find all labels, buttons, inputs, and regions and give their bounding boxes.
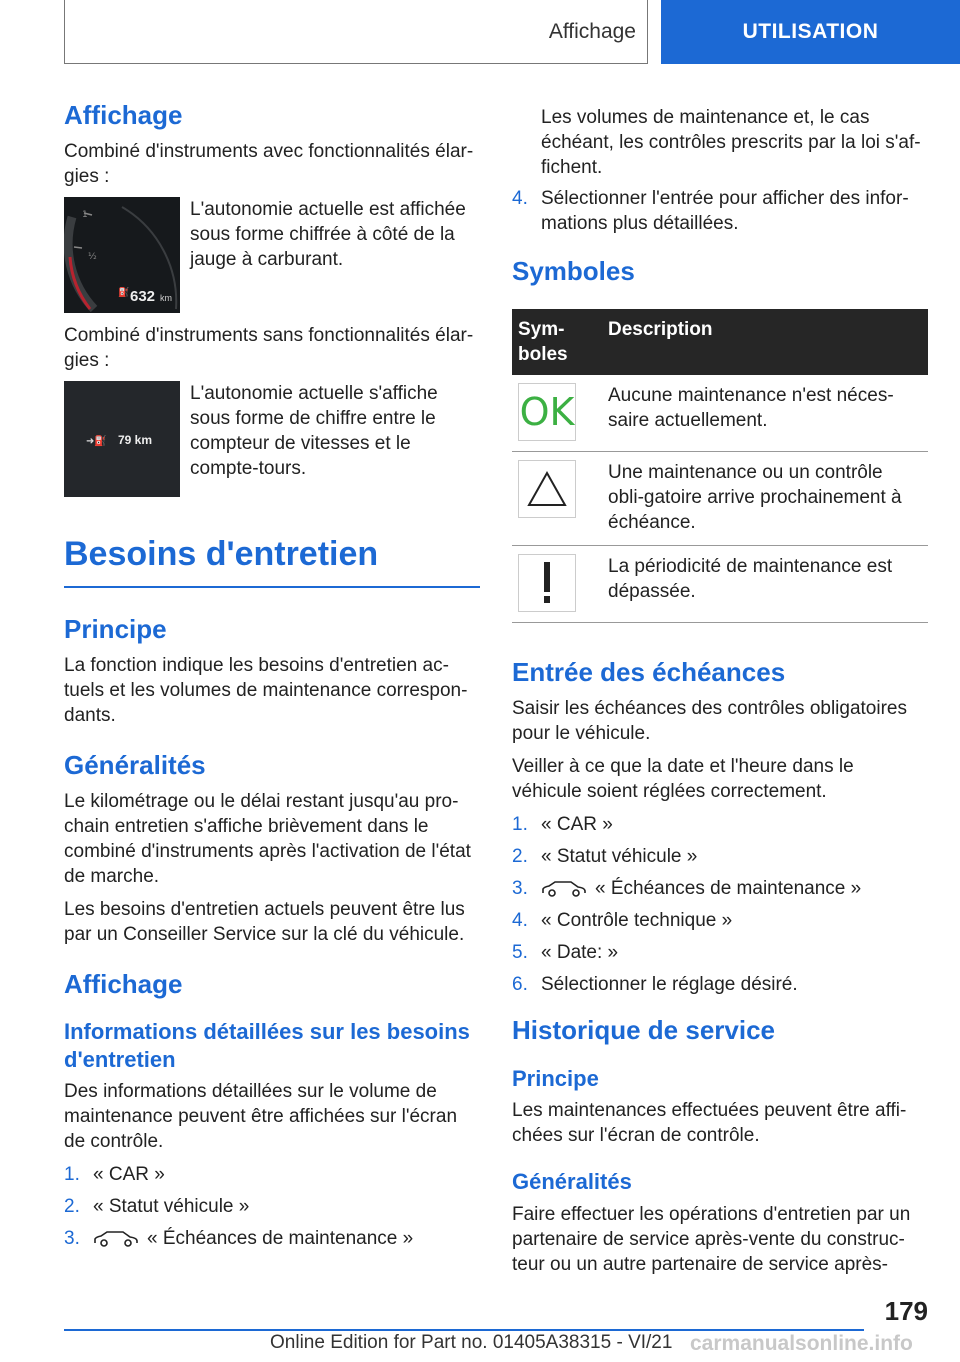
- range-display-image: [64, 381, 180, 497]
- list-item: 1. « CAR »: [64, 1164, 165, 1186]
- historique-principe-text: Les maintenances effectuées peuvent être affi-chées sur l'écran de contrôle.: [512, 1100, 907, 1147]
- car-icon: [93, 1230, 139, 1248]
- col-description-header: Description: [602, 309, 928, 375]
- list-item: 4. « Contrôle technique »: [512, 910, 733, 932]
- besoins-heading: Besoins d'entretien: [64, 533, 480, 588]
- range-value: 632: [130, 288, 156, 306]
- footer-divider: [64, 1329, 864, 1331]
- gauge-tick-half: ½: [88, 252, 97, 263]
- fuel-pump-icon: ➜⛽: [86, 436, 107, 448]
- list-item: 6. Sélectionner le réglage désiré.: [512, 974, 798, 996]
- list-item: 2. « Statut véhicule »: [64, 1196, 250, 1218]
- svg-text:⛽: ⛽: [118, 288, 130, 299]
- range-unit: km: [160, 293, 172, 304]
- combi1-figure: [64, 197, 480, 313]
- combi1-text: L'autonomie actuelle est affichée sous forme chiffrée à côté de la jauge à carburant.: [190, 199, 466, 271]
- page-number: 179: [884, 1296, 928, 1326]
- gauge-tick-1: 1: [82, 210, 88, 221]
- right-column: [512, 105, 928, 1285]
- list-item: 3. « Échéances de maintenance »: [512, 878, 862, 900]
- range-value-small: 79 km: [118, 433, 153, 448]
- principe-text: La fonction indique les besoins d'entretien ac-tuels et les volumes de maintenance correspon-dants.: [64, 654, 468, 726]
- symbols-table: [512, 309, 928, 623]
- left-steps-list: [64, 1162, 480, 1251]
- ok-icon: OK: [518, 383, 576, 441]
- footer-edition: Online Edition for Part no. 01405A38315 - VI/21: [270, 1332, 673, 1353]
- continued-text: Les volumes de maintenance et, le cas échéant, les contrôles prescrits par la loi s'af-fichent.: [541, 107, 921, 178]
- infos-text: Des informations détaillées sur le volume de maintenance peuvent être affichées sur l'écran de contrôle.: [64, 1081, 458, 1153]
- list-item: 5. « Date: »: [512, 942, 619, 964]
- generalites-text-2: Les besoins d'entretien actuels peuvent être lus par un Conseiller Service sur la clé du véhicule.: [64, 899, 465, 946]
- entree-heading: Entrée des échéances: [512, 657, 786, 688]
- table-row: Une maintenance ou un contrôle obli-gatoire arrive prochainement à échéance.: [512, 452, 928, 546]
- list-item: 3. « Échéances de maintenance »: [64, 1228, 414, 1250]
- col-symbol-header: Sym-boles: [512, 309, 602, 375]
- fuel-gauge-image: [64, 197, 180, 313]
- left-column: [64, 100, 480, 1259]
- affichage-heading: Affichage: [64, 100, 183, 130]
- right-step4: [512, 186, 928, 236]
- table-row: OK Aucune maintenance n'est néces-saire actuellement.: [512, 375, 928, 452]
- infos-heading: Informations détaillées sur les besoins d'entretien: [64, 1019, 470, 1072]
- watermark: carmanualsonline.info: [690, 1332, 913, 1355]
- header-section-title: Affichage: [548, 20, 636, 43]
- symboles-heading: Symboles: [512, 256, 635, 286]
- combi2-label: Combiné d'instruments sans fonctionnalités élar-gies :: [64, 325, 474, 372]
- affichage2-heading: Affichage: [64, 969, 183, 1000]
- generalites-subheading: Généralités: [512, 1169, 632, 1195]
- historique-heading: Historique de service: [512, 1015, 775, 1046]
- generalites-text-1: Le kilométrage ou le délai restant jusqu'au pro-chain entretien s'affiche brièvement dans le combiné d'instruments après l'activation de l'état de marche.: [64, 791, 471, 888]
- list-item: 4. Sélectionner l'entrée pour afficher des infor-mations plus détaillées.: [512, 188, 909, 234]
- header-chapter-tab[interactable]: UTILISATION: [661, 0, 960, 64]
- principe-subheading: Principe: [512, 1065, 599, 1091]
- combi2-text: L'autonomie actuelle s'affiche sous forme de chiffre entre le compteur de vitesses et le compte-tours.: [190, 383, 438, 480]
- list-item: 2. « Statut véhicule »: [512, 846, 698, 868]
- generalites-heading: Généralités: [64, 749, 206, 780]
- right-steps-list: [512, 812, 928, 997]
- exclamation-icon: [518, 554, 576, 612]
- combi1-label: Combiné d'instruments avec fonctionnalités élar-gies :: [64, 141, 474, 188]
- principe-heading: Principe: [64, 613, 167, 644]
- table-row: La périodicité de maintenance est dépassée.: [512, 546, 928, 623]
- combi2-figure: [64, 381, 480, 497]
- list-item: 1. « CAR »: [512, 814, 613, 836]
- entree-text-2: Veiller à ce que la date et l'heure dans le véhicule soient réglées correctement.: [512, 756, 854, 803]
- historique-generalites-text: Faire effectuer les opérations d'entretien par un partenaire de service après-vente du construc-teur ou un autre partenaire de service après-: [512, 1203, 911, 1275]
- car-icon: [541, 880, 587, 898]
- entree-text-1: Saisir les échéances des contrôles obligatoires pour le véhicule.: [512, 698, 907, 745]
- warning-triangle-icon: [518, 460, 576, 518]
